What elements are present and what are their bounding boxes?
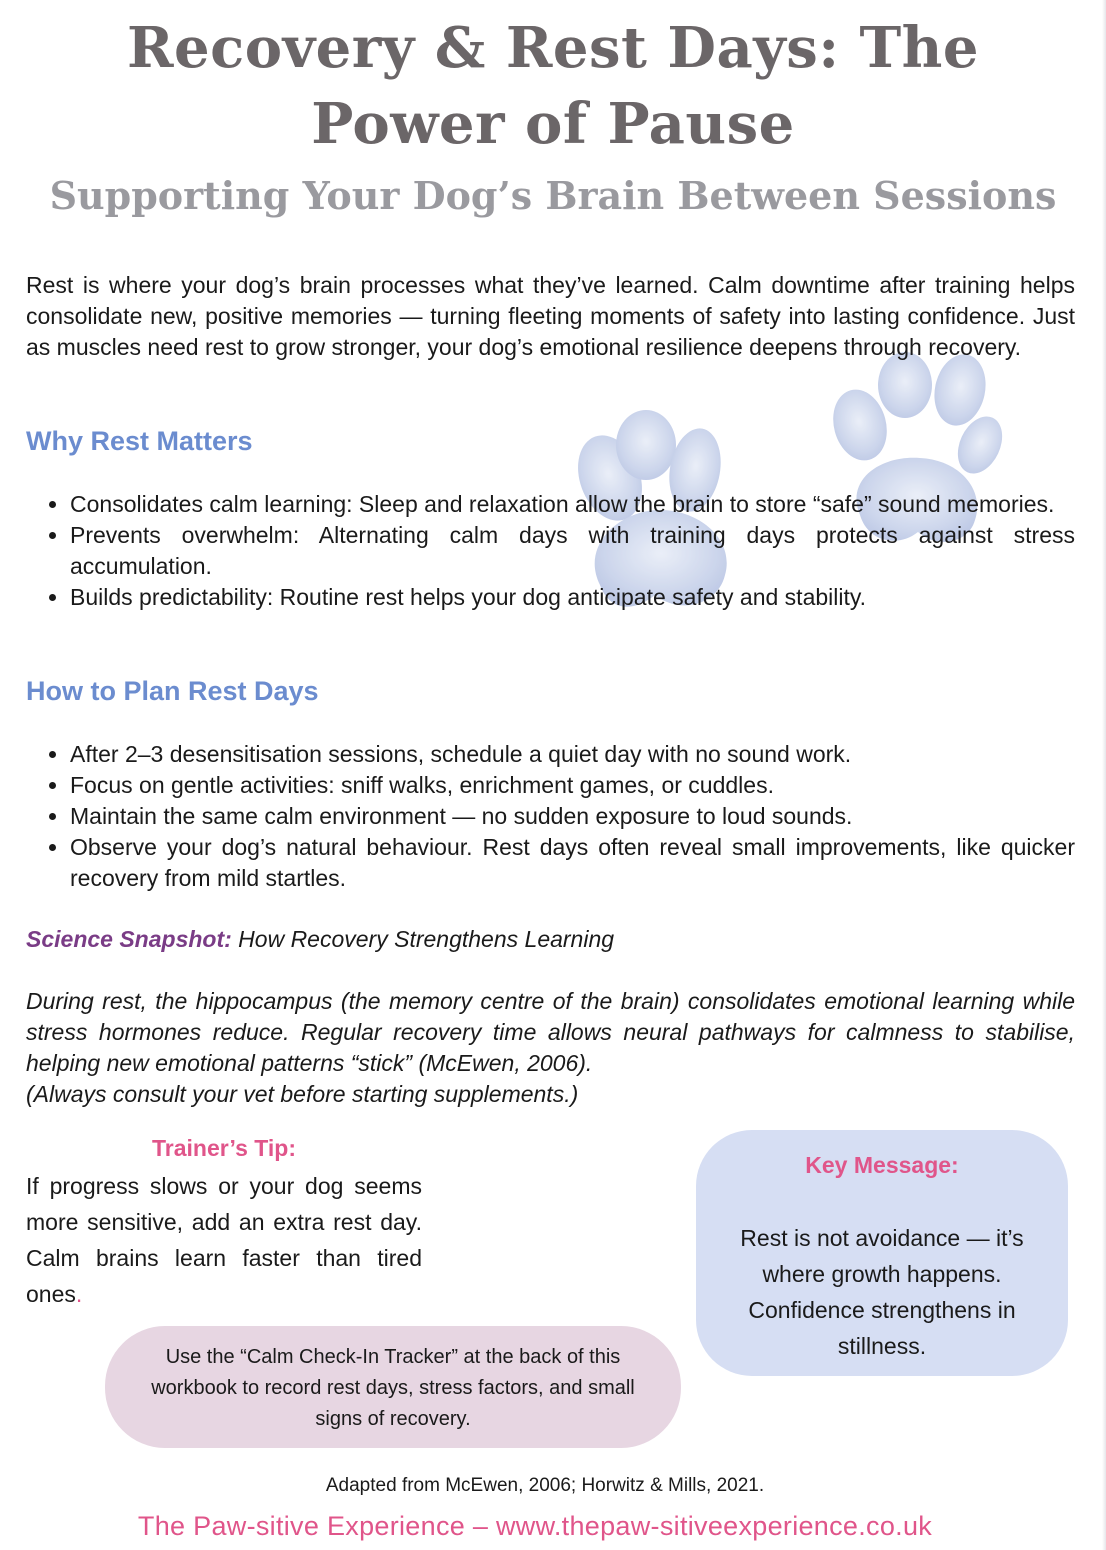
page-subtitle: Supporting Your Dog’s Brain Between Sessions	[49, 173, 1057, 218]
citation: Adapted from McEwen, 2006; Horwitz & Mills, 2021.	[325, 1475, 765, 1496]
science-snapshot-title	[26, 924, 614, 955]
plan-rest-heading: How to Plan Rest Days	[26, 676, 319, 706]
list-item: • Prevents overwhelm: Alternating calm days with training days protects against stress accumulation.	[70, 520, 1075, 582]
trainers-tip-heading: Trainer’s Tip:	[151, 1135, 296, 1161]
page-edge	[1102, 0, 1106, 1550]
page-title: Recovery & Rest Days: The Power of Pause	[126, 15, 980, 157]
science-snapshot-text: During rest, the hippocampus (the memory centre of the brain) consolidates emotional learning while stress hormones reduce. Regular recovery time allows neural pathways for calmness to stabilise, helping new emotional patterns “stick” (McEwen, 2006).	[26, 988, 1075, 1076]
list-item: • Maintain the same calm environment — no sudden exposure to loud sounds.	[70, 801, 1075, 832]
list-item: • Builds predictability: Routine rest helps your dog anticipate safety and stability.	[70, 582, 1075, 613]
trainers-tip-end: .	[75, 1281, 83, 1307]
why-rest-heading: Why Rest Matters	[26, 426, 253, 456]
trainers-tip-body	[26, 1168, 422, 1312]
list-item: • Observe your dog’s natural behaviour. Rest days often reveal small improvements, like quicker recovery from mild startles.	[70, 832, 1075, 894]
intro-paragraph: Rest is where your dog’s brain processes what they’ve learned. Calm downtime after training helps consolidate new, positive memories — turning fleeting moments of safety into lasting confidence. Just as muscles need rest to grow stronger, your dog’s emotional resilience deepens through recovery.	[26, 272, 1075, 360]
plan-rest-list	[26, 739, 1075, 894]
why-rest-list	[26, 489, 1075, 613]
list-item: • Focus on gentle activities: sniff walks, enrichment games, or cuddles.	[70, 770, 1075, 801]
science-snapshot-note: (Always consult your vet before starting supplements.)	[26, 1081, 579, 1107]
key-message-text: Rest is not avoidance — it’s where growth happens. Confidence strengthens in stillness.	[740, 1225, 1024, 1359]
science-snapshot-subtitle: How Recovery Strengthens Learning	[231, 926, 615, 952]
tracker-note-text: Use the “Calm Check-In Tracker” at the back of this workbook to record rest days, stress factors, and small signs of recovery.	[151, 1346, 635, 1430]
key-message-box	[696, 1130, 1068, 1376]
tracker-note-box	[105, 1326, 681, 1448]
key-message-title: Key Message:	[805, 1152, 959, 1178]
science-snapshot-label: Science Snapshot:	[26, 926, 232, 952]
list-item: • After 2–3 desensitisation sessions, schedule a quiet day with no sound work.	[70, 739, 1075, 770]
trainers-tip-text: If progress slows or your dog seems more sensitive, add an extra rest day. Calm brains learn faster than tired ones	[26, 1173, 422, 1307]
science-snapshot-body	[26, 986, 1075, 1110]
list-item: • Consolidates calm learning: Sleep and relaxation allow the brain to store “safe” sound memories.	[70, 489, 1075, 520]
footer-website: The Paw-sitive Experience – www.thepaw-sitiveexperience.co.uk	[137, 1511, 933, 1541]
